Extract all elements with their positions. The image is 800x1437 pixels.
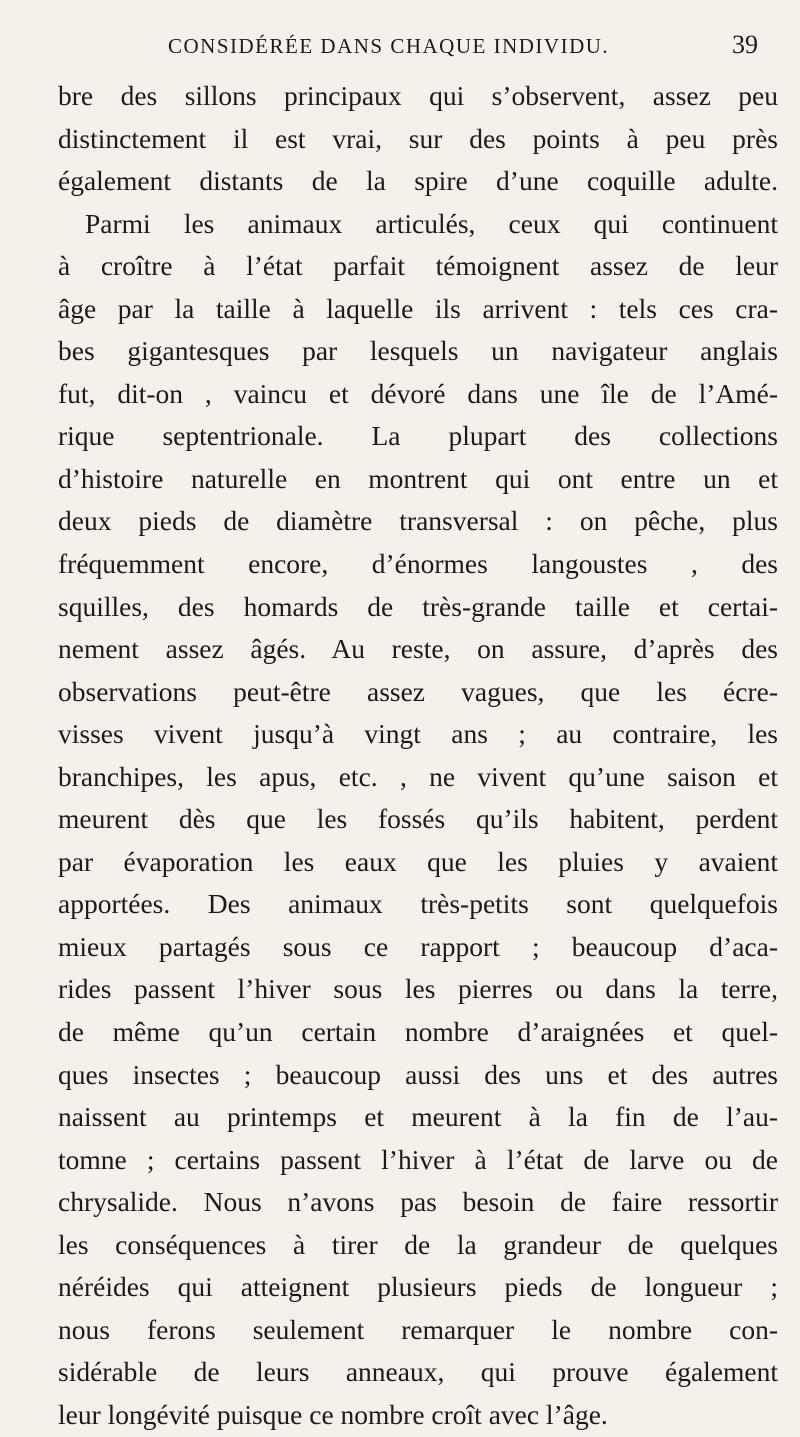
- text-line: également distants de la spire d’une coquille adulte.: [58, 165, 778, 197]
- text-line: observations peut-être assez vagues, que les écre-: [58, 675, 778, 707]
- text-line: fut, dit-on , vaincu et dévoré dans une île de l’Amé-: [58, 377, 778, 409]
- body-text: [58, 75, 778, 1437]
- text-line: squilles, des homards de très-grande taille et certai-: [58, 590, 778, 622]
- text-line: fréquemment encore, d’énormes langoustes , des: [58, 548, 778, 580]
- text-line: de même qu’un certain nombre d’araignées et quel-: [58, 1016, 778, 1048]
- text-line: bre des sillons principaux qui s’observent, assez peu: [58, 80, 778, 111]
- text-line: distinctement il est vrai, sur des points à peu près: [58, 122, 778, 154]
- running-head: CONSIDÉRÉE DANS CHAQUE INDIVIDU.: [168, 34, 610, 58]
- text-line: bes gigantesques par lesquels un navigateur anglais: [58, 335, 778, 367]
- text-line: ques insectes ; beaucoup aussi des uns et des autres: [58, 1058, 778, 1090]
- text-line: visses vivent jusqu’à vingt ans ; au contraire, les: [58, 718, 778, 750]
- text-line: néréides qui atteignent plusieurs pieds de longueur ;: [58, 1271, 778, 1303]
- text-line: branchipes, les apus, etc. , ne vivent qu’une saison et: [58, 760, 778, 792]
- text-line: les conséquences à tirer de la grandeur de quelques: [58, 1228, 778, 1260]
- text-line: d’histoire naturelle en montrent qui ont entre un et: [58, 462, 778, 494]
- text-line: chrysalide. Nous n’avons pas besoin de faire ressortir: [58, 1186, 778, 1218]
- text-line: meurent dès que les fossés qu’ils habitent, perdent: [58, 803, 778, 835]
- text-line: mieux partagés sous ce rapport ; beaucoup d’aca-: [58, 930, 778, 962]
- page-number: 39: [732, 30, 758, 59]
- text-line: naissent au printemps et meurent à la fin de l’au-: [58, 1101, 778, 1133]
- text-line: sidérable de leurs anneaux, qui prouve également: [58, 1356, 778, 1388]
- text-line: deux pieds de diamètre transversal : on pêche, plus: [58, 505, 778, 537]
- text-line: Parmi les animaux articulés, ceux qui continuent: [85, 207, 778, 239]
- text-line: nous ferons seulement remarquer le nombre con-: [58, 1313, 778, 1345]
- text-line: par évaporation les eaux que les pluies y avaient: [58, 845, 778, 877]
- text-line: à croître à l’état parfait témoignent assez de leur: [58, 250, 778, 282]
- text-line: âge par la taille à laquelle ils arrivent : tels ces cra-: [58, 292, 778, 324]
- text-line: tomne ; certains passent l’hiver à l’état de larve ou de: [58, 1143, 778, 1175]
- text-line: rides passent l’hiver sous les pierres ou dans la terre,: [58, 973, 778, 1005]
- text-line: rique septentrionale. La plupart des collections: [58, 420, 778, 452]
- page-header: [60, 26, 782, 66]
- text-line: leur longévité puisque ce nombre croît avec l’âge.: [58, 1398, 608, 1430]
- text-line: nement assez âgés. Au reste, on assure, d’après des: [58, 633, 778, 665]
- text-line: apportées. Des animaux très-petits sont quelquefois: [58, 888, 778, 920]
